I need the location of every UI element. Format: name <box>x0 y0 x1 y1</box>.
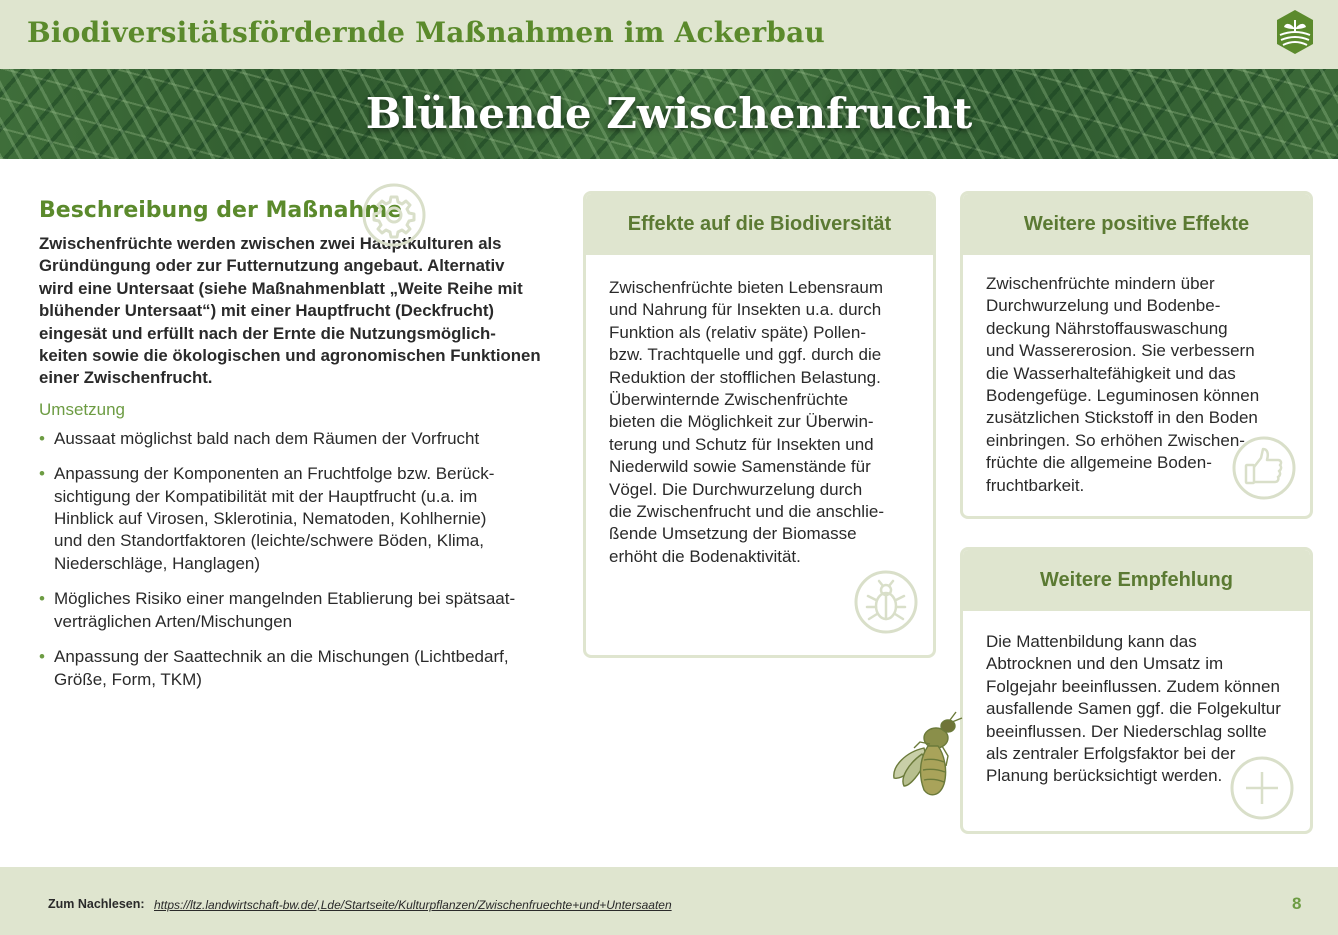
card-line: fruchtbarkeit. <box>986 475 1085 495</box>
implementation-list <box>39 428 559 691</box>
card-line: Durchwurzelung und Bodenbe- <box>986 296 1221 316</box>
page-number: 8 <box>1292 894 1302 913</box>
list-item-line: Anpassung der Komponenten an Fruchtfolge bzw. Berück- <box>54 464 495 484</box>
list-item-line: Aussaat möglichst bald nach dem Räumen der Vorfrucht <box>54 428 480 448</box>
card-line: die Zwischenfrucht und die anschlie- <box>609 502 884 522</box>
card-line: Funktion als (relativ späte) Pollen- <box>609 322 867 342</box>
list-item <box>39 463 559 575</box>
source-link[interactable]: https://ltz.landwirtschaft-bw.de/,Lde/Startseite/Kulturpflanzen/Zwischenfruechte+und+Untersaaten <box>154 898 672 912</box>
card-line: die Wasserhaltefähigkeit und das <box>986 363 1236 383</box>
card-line: beeinflussen. Der Niederschlag sollte <box>986 721 1267 741</box>
bullet-icon: • <box>39 589 45 609</box>
list-item <box>39 428 559 450</box>
card-line: ßende Umsetzung der Biomasse <box>609 524 857 544</box>
bullet-icon: • <box>39 647 45 667</box>
list-item-line: Größe, Form, TKM) <box>54 669 202 689</box>
card-line: einbringen. So erhöhen Zwischen- <box>986 430 1245 450</box>
card-body <box>586 255 933 568</box>
card-line: und Nahrung für Insekten u.a. durch <box>609 300 882 320</box>
positive-effects-card <box>960 191 1313 519</box>
intro-line: wird eine Untersaat (siehe Maßnahmenblatt „Weite Reihe mit <box>39 278 523 298</box>
card-line: Bodengefüge. Leguminosen können <box>986 386 1260 406</box>
card-line: Die Mattenbildung kann das <box>986 632 1197 651</box>
card-line: Zwischenfrüchte mindern über <box>986 274 1215 293</box>
title-banner <box>0 69 1338 159</box>
card-line: als zentraler Erfolgsfaktor bei der <box>986 744 1236 764</box>
footer-bar <box>0 867 1338 935</box>
card-title: Weitere Empfehlung <box>963 550 1310 611</box>
card-line: Niederwild sowie Samenstände für <box>609 457 871 477</box>
card-line: Zwischenfrüchte bieten Lebensraum <box>609 278 884 297</box>
intro-line: Gründüngung oder zur Futternutzung angebaut. Alternativ <box>39 256 505 276</box>
card-line: Reduktion der stofflichen Belastung. <box>609 367 881 387</box>
list-item-line: sichtigung der Kompatibilität mit der Hauptfrucht (u.a. im <box>54 486 478 506</box>
bee-icon <box>886 708 968 804</box>
description-heading: Beschreibung der Maßnahme <box>39 198 403 223</box>
card-line: Planung berücksichtigt werden. <box>986 766 1223 786</box>
document-title: Biodiversitätsfördernde Maßnahmen im Ackerbau <box>27 16 825 49</box>
card-line: erhöht die Bodenaktivität. <box>609 546 801 566</box>
card-line: terung und Schutz für Insekten und <box>609 434 874 454</box>
list-item-line: und den Standortfaktoren (leichte/schwere Böden, Klima, <box>54 531 484 551</box>
intro-line: eingesät und erfüllt nach der Ernte die Nutzungsmöglich- <box>39 323 496 343</box>
card-line: früchte die allgemeine Boden- <box>986 453 1212 473</box>
bullet-icon: • <box>39 464 45 484</box>
list-item-line: Niederschläge, Hanglagen) <box>54 553 261 573</box>
intro-line: keiten sowie die ökologischen und agronomischen Funktionen <box>39 346 541 366</box>
list-item-line: Anpassung der Saattechnik an die Mischungen (Lichtbedarf, <box>54 647 509 667</box>
list-item-line: verträglichen Arten/Mischungen <box>54 611 293 631</box>
plus-icon <box>1230 756 1294 820</box>
thumbs-up-icon <box>1232 436 1296 500</box>
farm-field-hexagon-icon <box>1276 9 1314 55</box>
header-bar <box>0 0 1338 69</box>
description-intro <box>39 233 559 390</box>
card-line: zusätzlichen Stickstoff in den Boden <box>986 408 1258 428</box>
list-item <box>39 646 559 691</box>
card-title: Effekte auf die Biodiversität <box>586 194 933 255</box>
card-line: ausfallende Samen ggf. die Folgekultur <box>986 699 1281 719</box>
recommendation-card <box>960 547 1313 834</box>
card-line: Abtrocknen und den Umsatz im <box>986 654 1224 674</box>
card-line: Folgejahr beeinflussen. Zudem können <box>986 676 1280 696</box>
card-line: deckung Nährstoffauswaschung <box>986 318 1228 338</box>
card-line: und Wassererosion. Sie verbessern <box>986 341 1255 361</box>
card-line: Vögel. Die Durchwurzelung durch <box>609 479 863 499</box>
bullet-icon: • <box>39 428 45 448</box>
list-item <box>39 588 559 633</box>
card-line: bieten die Möglichkeit zur Überwin- <box>609 412 874 432</box>
page-title: Blühende Zwischenfrucht <box>365 89 973 138</box>
intro-line: Zwischenfrüchte werden zwischen zwei Hauptkulturen als <box>39 234 502 253</box>
intro-line: einer Zwischenfrucht. <box>39 368 213 388</box>
biodiversity-effects-card <box>583 191 936 658</box>
list-item-line: Hinblick auf Virosen, Sklerotinia, Nematoden, Kohlhernie) <box>54 509 487 529</box>
intro-line: blühender Untersaat“) mit einer Hauptfrucht (Deckfrucht) <box>39 301 495 321</box>
bug-icon <box>854 570 918 634</box>
gear-icon <box>362 183 426 247</box>
list-item-line: Mögliches Risiko einer mangelnden Etablierung bei spätsaat- <box>54 589 516 609</box>
card-line: bzw. Trachtquelle und ggf. durch die <box>609 345 882 365</box>
card-title: Weitere positive Effekte <box>963 194 1310 255</box>
description-section <box>39 198 559 704</box>
card-line: Überwinternde Zwischenfrüchte <box>609 390 849 410</box>
implementation-subheading: Umsetzung <box>39 399 125 419</box>
footer-label: Zum Nachlesen: <box>48 897 145 911</box>
